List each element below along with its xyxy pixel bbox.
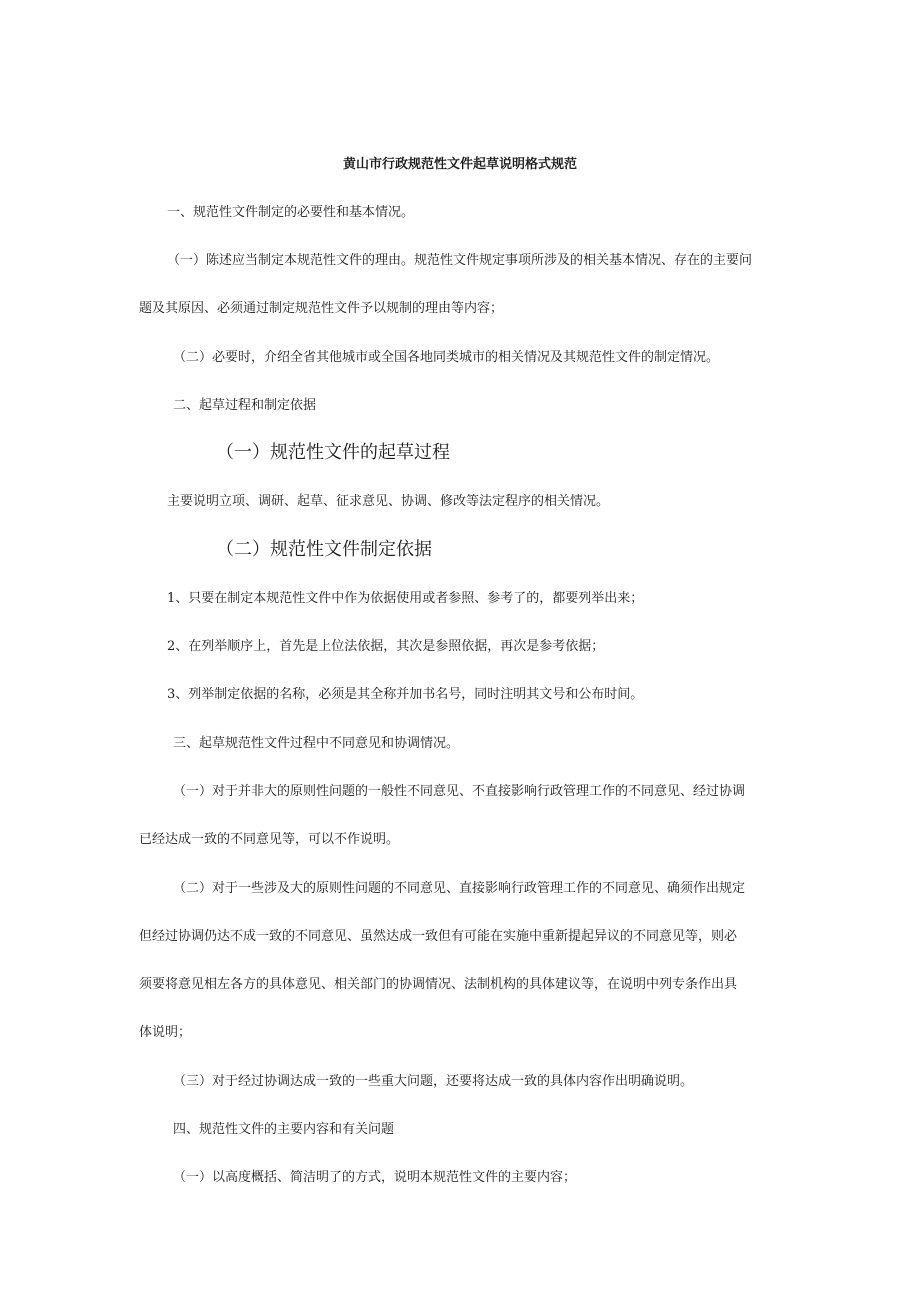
document-title: 黄山市行政规范性文件起草说明格式规范	[342, 157, 577, 172]
section-2-subheading-2: （二）规范性文件制定依据	[216, 539, 432, 560]
section-3-paragraph-3: （三）对于经过协调达成一致的一些重大问题，还要将达成一致的具体内容作出明确说明。	[173, 1074, 694, 1089]
section-3-paragraph-2-line-2: 但经过协调仍达不成一致的不同意见、虽然达成一致但有可能在实施中重新提起异议的不同意见等，则必	[139, 929, 738, 944]
section-3-paragraph-1-line-2: 已经达成一致的不同意见等，可以不作说明。	[139, 832, 400, 847]
section-2-subheading-1: （一）规范性文件的起草过程	[216, 442, 450, 463]
section-2-subheading-1-text: 主要说明立项、调研、起草、征求意见、协调、修改等法定程序的相关情况。	[167, 494, 610, 509]
section-1-paragraph-1-line-1: （一）陈述应当制定本规范性文件的理由。规范性文件规定事项所涉及的相关基本情况、存在的主要问	[167, 253, 753, 268]
section-1-paragraph-2: （二）必要时，介绍全省其他城市或全国各地同类城市的相关情况及其规范性文件的制定情况。	[173, 350, 720, 365]
section-3-paragraph-1-line-1: （一）对于并非大的原则性问题的一般性不同意见、不直接影响行政管理工作的不同意见、经过协调	[173, 784, 746, 799]
section-3-paragraph-2-line-3: 须要将意见相左各方的具体意见、相关部门的协调情况、法制机构的具体建议等，在说明中列专条作出具	[139, 977, 738, 992]
section-2-item-2: 2、在列举顺序上，首先是上位法依据，其次是参照依据，再次是参考依据；	[167, 639, 605, 654]
section-3-paragraph-2-line-4: 体说明；	[139, 1025, 192, 1040]
section-2-item-1: 1、只要在制定本规范性文件中作为依据使用或者参照、参考了的，都要列举出来；	[167, 591, 644, 606]
section-1-heading: 一、规范性文件制定的必要性和基本情况。	[167, 205, 415, 220]
section-2-heading: 二、起草过程和制定依据	[173, 398, 317, 413]
section-4-paragraph-1: （一）以高度概括、简洁明了的方式，说明本规范性文件的主要内容；	[173, 1170, 577, 1185]
section-4-heading: 四、规范性文件的主要内容和有关问题	[173, 1122, 395, 1137]
section-1-paragraph-1-line-2: 题及其原因、必须通过制定规范性文件予以规制的理由等内容；	[139, 301, 504, 316]
section-3-heading: 三、起草规范性文件过程中不同意见和协调情况。	[173, 736, 460, 751]
section-2-item-3: 3、列举制定依据的名称，必须是其全称并加书名号，同时注明其文号和公布时间。	[167, 687, 644, 702]
section-3-paragraph-2-line-1: （二）对于一些涉及大的原则性问题的不同意见、直接影响行政管理工作的不同意见、确须作出规定	[173, 881, 746, 896]
